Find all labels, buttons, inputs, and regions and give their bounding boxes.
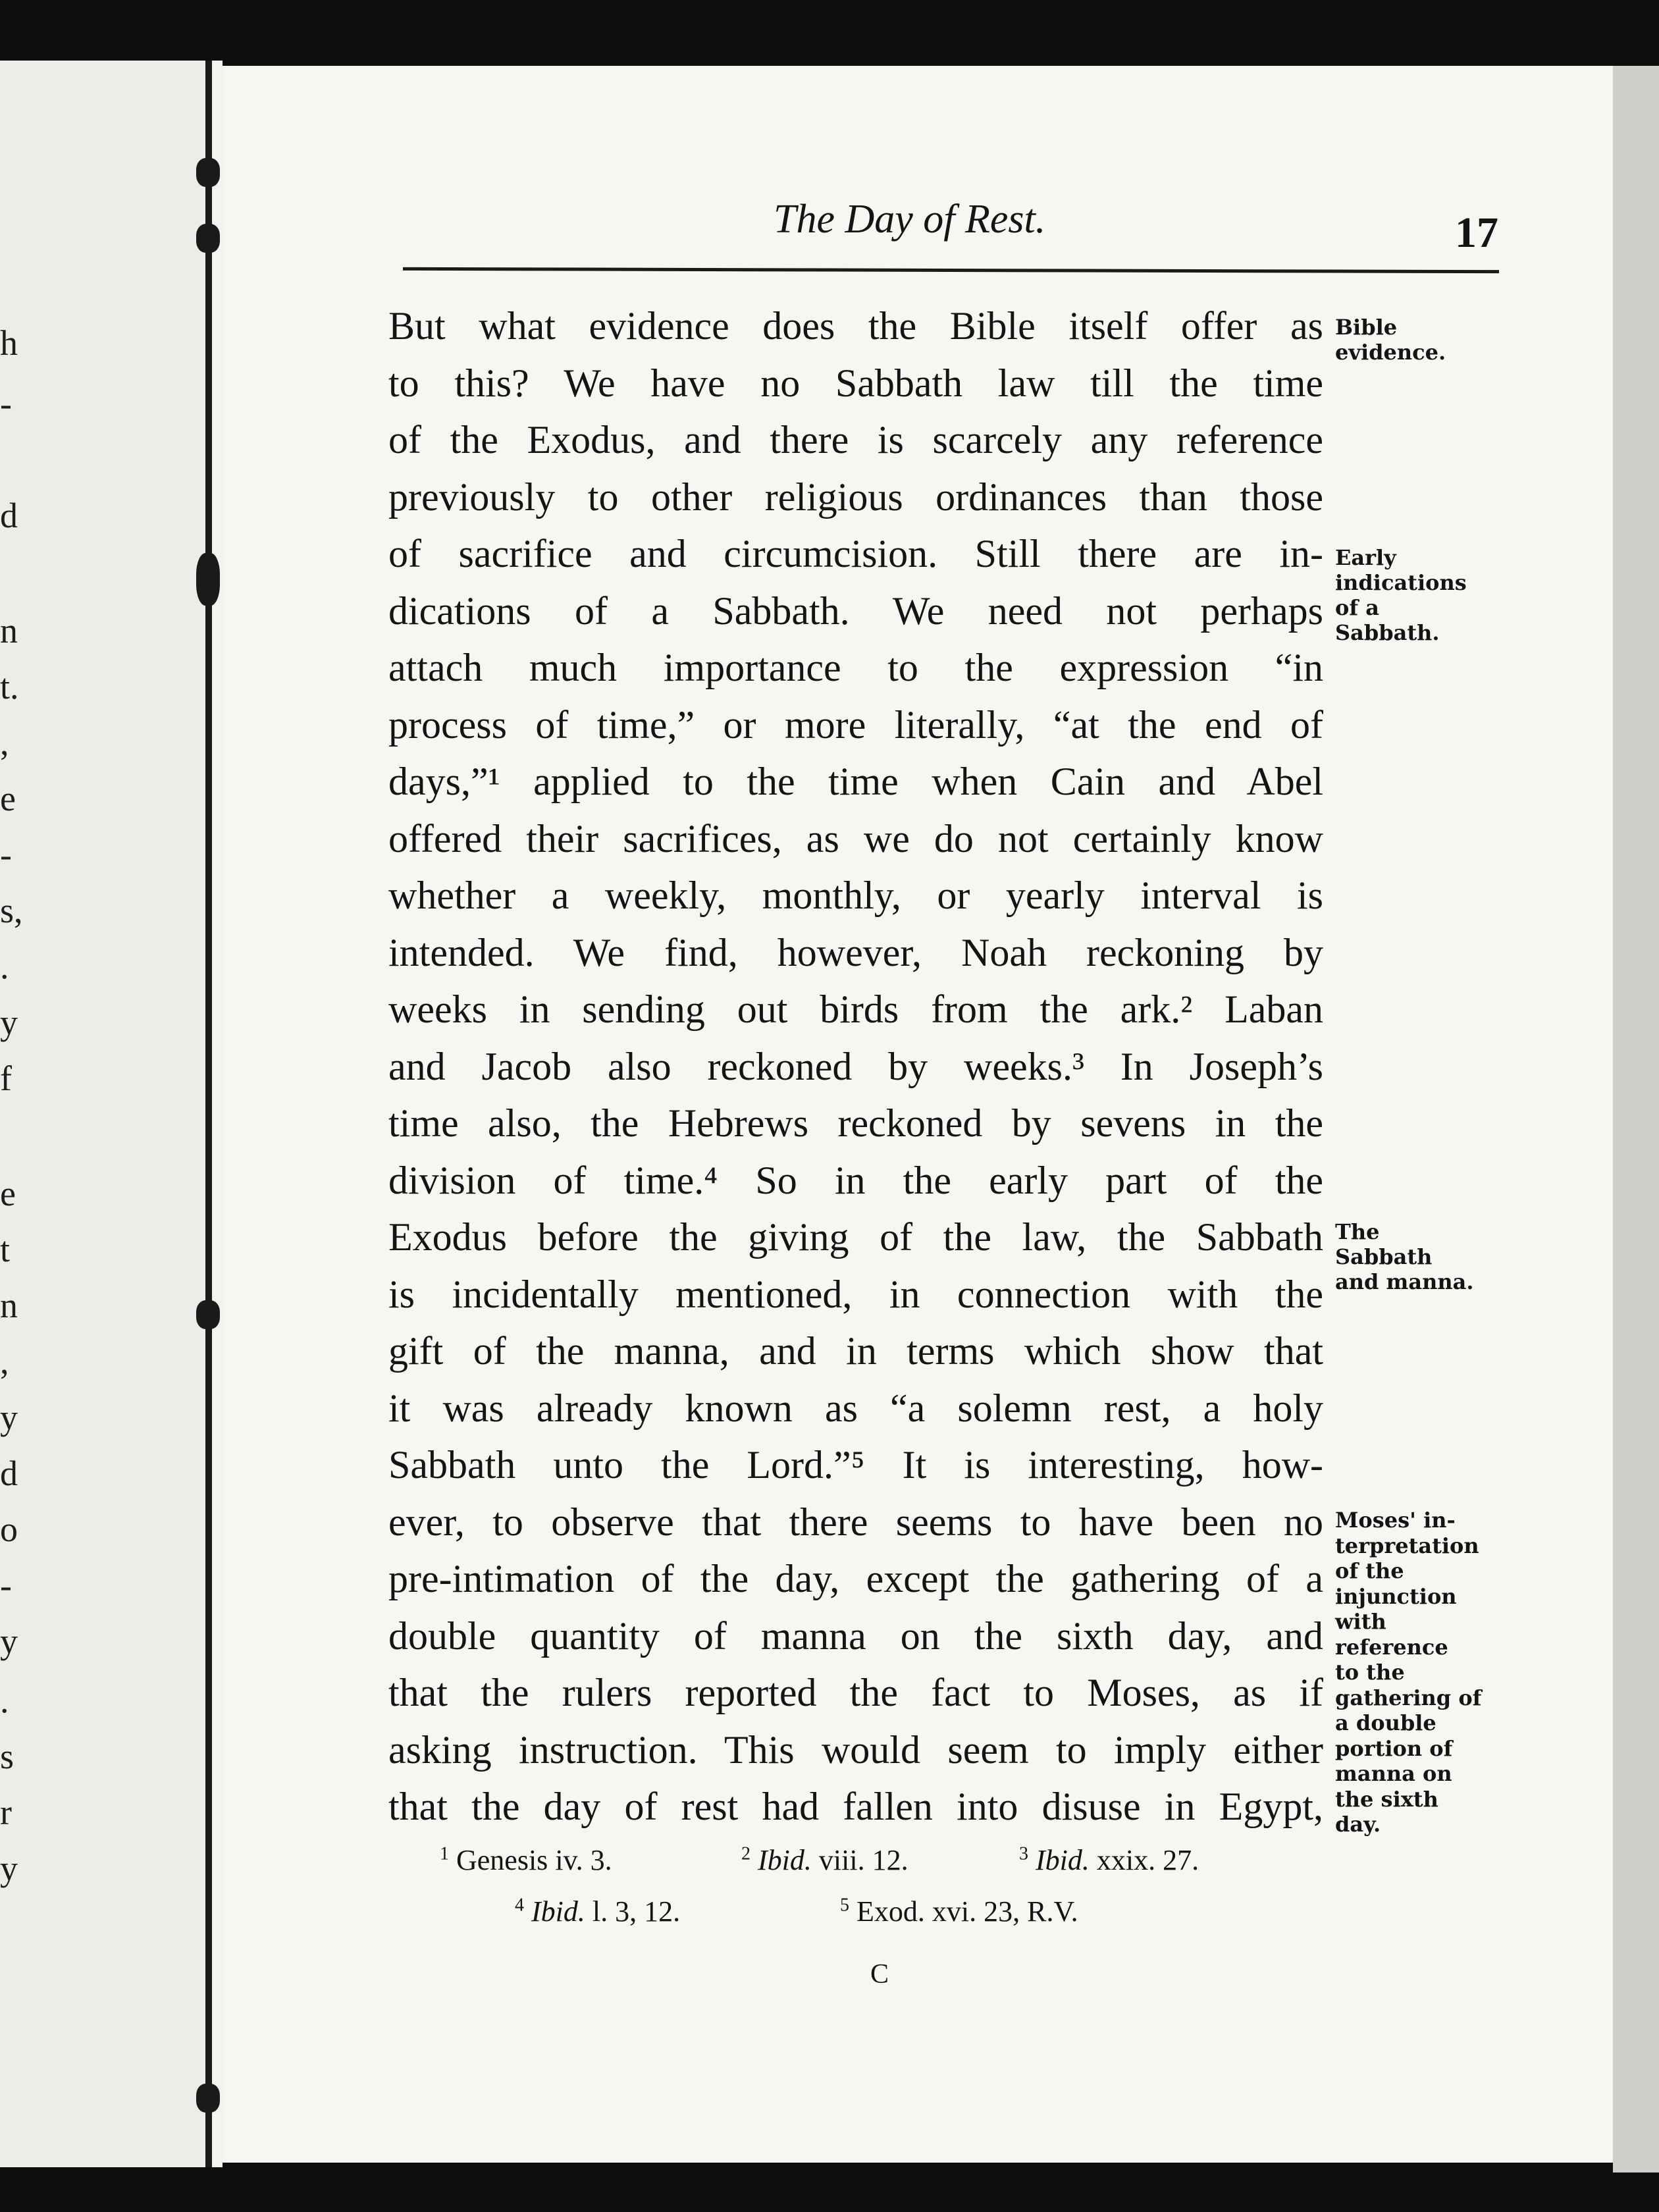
footnote-4: $^4$ Ibid. l. 3, 12.	[515, 1895, 681, 1928]
facing-page-fragment: e	[0, 1174, 16, 1213]
facing-page-fragment: s,	[0, 891, 23, 930]
facing-page-fragment: ,	[0, 723, 9, 762]
facing-page-fragment: y	[0, 1849, 18, 1888]
facing-page-fragment: d	[0, 496, 18, 535]
text-line: weeks in sending out birds from the ark.² Laban	[388, 988, 1323, 1031]
side-note-line: to the	[1335, 1660, 1405, 1685]
side-note-line: Sabbath.	[1335, 620, 1440, 645]
signature-mark: C	[870, 1959, 889, 1989]
binding-stitch	[196, 1300, 220, 1329]
text-line: of sacrifice and circumcision. Still there are in-	[388, 532, 1323, 575]
text-line: process of time,” or more literally, “at the end of	[388, 702, 1323, 747]
facing-page-fragment: y	[0, 1398, 18, 1437]
binding-stitch	[196, 553, 220, 606]
text-line: attach much importance to the expression “in	[388, 646, 1323, 689]
side-note-line: reference	[1335, 1634, 1448, 1660]
text-line: and Jacob also reckoned by weeks.³ In Joseph’s	[388, 1044, 1323, 1088]
text-line: division of time.⁴ So in the early part of the	[388, 1158, 1323, 1202]
binding-gutter	[205, 61, 212, 2167]
side-note-line: the sixth	[1335, 1786, 1438, 1812]
side-note-line: Moses' in-	[1335, 1508, 1456, 1533]
text-line: Exodus before the giving of the law, the Sabbath	[388, 1215, 1323, 1259]
facing-page-fragment: -	[0, 1566, 12, 1605]
facing-page-fragment: n	[0, 1286, 18, 1325]
side-note-line: portion of	[1335, 1735, 1453, 1761]
side-note-line: day.	[1335, 1812, 1381, 1837]
text-line: to this? We have no Sabbath law till the time	[388, 361, 1323, 405]
binding-stitch	[196, 224, 220, 253]
text-line: time also, the Hebrews reckoned by sevens in the	[388, 1101, 1323, 1145]
footnote-2: $^2$ Ibid. viii. 12.	[741, 1843, 908, 1876]
side-note-line: of the	[1335, 1558, 1404, 1583]
side-note-sabbath-manna	[1335, 1219, 1474, 1294]
side-note-line: Early	[1335, 545, 1396, 570]
facing-page-fragment: t.	[0, 667, 19, 706]
running-title: The Day of Rest.	[774, 197, 1046, 242]
text-line: previously to other religious ordinances than those	[388, 475, 1323, 519]
side-note-line: of a	[1335, 595, 1379, 620]
text-line: of the Exodus, and there is scarcely any reference	[388, 418, 1323, 461]
facing-page-fragment: .	[0, 1681, 9, 1720]
facing-page-fragment: y	[0, 1003, 18, 1042]
text-line: But what evidence does the Bible itself offer as	[388, 304, 1323, 348]
side-note-line: indications	[1335, 570, 1467, 595]
facing-page-fragment: -	[0, 835, 12, 874]
text-line: offered their sacrifices, as we do not certainly know	[388, 816, 1323, 860]
facing-page-fragment: r	[0, 1793, 12, 1832]
facing-page-fragment: n	[0, 611, 18, 650]
gutter-margin	[212, 61, 223, 2167]
facing-page-fragment: y	[0, 1621, 18, 1661]
text-line: ever, to observe that there seems to have been no	[388, 1500, 1323, 1544]
facing-page-edge	[0, 61, 209, 2167]
facing-page-fragment: h	[0, 323, 18, 363]
text-line: that the day of rest had fallen into disuse in Egypt,	[388, 1785, 1323, 1828]
side-note-moses-interpretation	[1335, 1508, 1481, 1837]
side-note-bible-evidence	[1335, 315, 1446, 365]
text-line: asking instruction. This would seem to imply either	[388, 1727, 1323, 1772]
facing-page-fragment: f	[0, 1059, 12, 1098]
text-line: pre-intimation of the day, except the gathering of a	[388, 1557, 1323, 1600]
side-note-line: terpretation	[1335, 1533, 1479, 1558]
text-line: whether a weekly, monthly, or yearly interval is	[388, 874, 1323, 917]
side-note-line: The	[1335, 1219, 1380, 1244]
text-line: it was already known as “a solemn rest, a holy	[388, 1386, 1323, 1430]
facing-page-fragment: .	[0, 947, 9, 986]
footnote-1: $^1$ Genesis iv. 3.	[440, 1843, 612, 1876]
side-note-line: Bible	[1335, 315, 1398, 340]
binding-stitch	[196, 158, 220, 187]
text-line: that the rulers reported the fact to Moses, as if	[388, 1671, 1323, 1714]
facing-page-fragment: -	[0, 384, 12, 423]
footnote-5: $^5$ Exod. xvi. 23, R.V.	[840, 1895, 1078, 1928]
facing-page-fragment: ,	[0, 1342, 9, 1381]
page-number: 17	[1455, 209, 1498, 257]
side-note-line: Sabbath	[1335, 1244, 1433, 1269]
text-line: is incidentally mentioned, in connection with the	[388, 1272, 1323, 1316]
side-note-early-indications	[1335, 545, 1467, 645]
text-line: dications of a Sabbath. We need not perhaps	[388, 589, 1323, 633]
facing-page-fragment: s	[0, 1737, 14, 1776]
side-note-line: evidence.	[1335, 340, 1446, 365]
side-note-line: gathering of	[1335, 1685, 1482, 1710]
text-line: double quantity of manna on the sixth day, and	[388, 1614, 1323, 1658]
facing-page-fragment: t	[0, 1230, 11, 1269]
page-edge-shadow	[1613, 66, 1659, 2172]
facing-page-fragment: o	[0, 1510, 18, 1549]
footnote-3: $^3$ Ibid. xxix. 27.	[1019, 1843, 1199, 1876]
side-note-line: with	[1335, 1609, 1386, 1634]
body-text	[388, 298, 1323, 1835]
text-line: gift of the manna, and in terms which show that	[388, 1329, 1323, 1373]
facing-page-fragment: d	[0, 1454, 18, 1493]
text-line: Sabbath unto the Lord.”⁵ It is interesting, how-	[388, 1443, 1323, 1487]
side-note-line: injunction	[1335, 1583, 1457, 1609]
side-note-line: and manna.	[1335, 1269, 1474, 1294]
facing-page-fragment: e	[0, 779, 16, 818]
side-note-line: a double	[1335, 1710, 1436, 1735]
text-line: days,”¹ applied to the time when Cain and Abel	[388, 760, 1323, 803]
side-note-line: manna on	[1335, 1761, 1452, 1786]
binding-stitch	[196, 2084, 220, 2113]
text-line: intended. We find, however, Noah reckoning by	[388, 930, 1323, 974]
